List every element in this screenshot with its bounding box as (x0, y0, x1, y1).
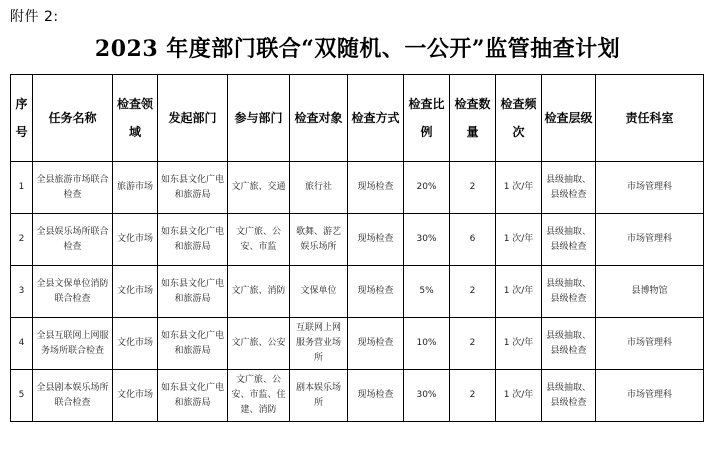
cell-domain: 文化市场 (113, 214, 158, 266)
cell-quantity: 2 (450, 266, 496, 318)
table-row (11, 370, 704, 422)
cell-task-name: 全县文保单位消防联合检查 (33, 266, 113, 318)
cell-task-name: 全县互联网上网服务场所联合检查 (33, 318, 113, 370)
cell-level: 县级抽取、县级检查 (542, 162, 596, 214)
cell-method: 现场检查 (348, 214, 404, 266)
cell-ratio: 30% (404, 214, 450, 266)
cell-ratio: 30% (404, 370, 450, 422)
header-task-name: 任务名称 (33, 75, 113, 162)
cell-participants: 文广旅、公安、市监 (228, 214, 290, 266)
header-target: 检查对象 (290, 75, 348, 162)
attachment-label: 附件 2: (10, 9, 59, 25)
cell-ratio: 10% (404, 318, 450, 370)
cell-frequency: 1 次/年 (496, 162, 542, 214)
table-row (11, 214, 704, 266)
cell-quantity: 2 (450, 162, 496, 214)
cell-level: 县级抽取、县级检查 (542, 318, 596, 370)
cell-frequency: 1 次/年 (496, 318, 542, 370)
cell-initiator: 如东县文化广电和旅游局 (158, 214, 228, 266)
header-domain: 检查领域 (113, 75, 158, 162)
header-level: 检查层级 (542, 75, 596, 162)
cell-quantity: 6 (450, 214, 496, 266)
cell-domain: 文化市场 (113, 266, 158, 318)
cell-responsible-dept: 市场管理科 (596, 214, 704, 266)
cell-method: 现场检查 (348, 370, 404, 422)
table-row (11, 162, 704, 214)
cell-method: 现场检查 (348, 318, 404, 370)
cell-index: 5 (11, 370, 33, 422)
cell-target: 旅行社 (290, 162, 348, 214)
cell-index: 2 (11, 214, 33, 266)
cell-responsible-dept: 市场管理科 (596, 370, 704, 422)
header-method: 检查方式 (348, 75, 404, 162)
table-header-row (11, 75, 704, 162)
inspection-plan-table (10, 74, 704, 422)
cell-initiator: 如东县文化广电和旅游局 (158, 162, 228, 214)
cell-method: 现场检查 (348, 266, 404, 318)
cell-participants: 文广旅、消防 (228, 266, 290, 318)
cell-index: 3 (11, 266, 33, 318)
cell-method: 现场检查 (348, 162, 404, 214)
cell-level: 县级抽取、县级检查 (542, 370, 596, 422)
cell-quantity: 2 (450, 318, 496, 370)
header-ratio: 检查比例 (404, 75, 450, 162)
cell-target: 互联网上网服务营业场所 (290, 318, 348, 370)
cell-target: 歌舞、游艺娱乐场所 (290, 214, 348, 266)
cell-frequency: 1 次/年 (496, 266, 542, 318)
cell-participants: 文广旅、公安、市监、住建、消防 (228, 370, 290, 422)
cell-initiator: 如东县文化广电和旅游局 (158, 266, 228, 318)
header-responsible-dept: 责任科室 (596, 75, 704, 162)
header-index: 序号 (11, 75, 33, 162)
cell-initiator: 如东县文化广电和旅游局 (158, 318, 228, 370)
cell-responsible-dept: 县博物馆 (596, 266, 704, 318)
cell-frequency: 1 次/年 (496, 214, 542, 266)
header-quantity: 检查数量 (450, 75, 496, 162)
cell-task-name: 全县旅游市场联合检查 (33, 162, 113, 214)
header-frequency: 检查频次 (496, 75, 542, 162)
cell-index: 1 (11, 162, 33, 214)
table-row (11, 266, 704, 318)
cell-initiator: 如东县文化广电和旅游局 (158, 370, 228, 422)
cell-level: 县级抽取、县级检查 (542, 266, 596, 318)
cell-task-name: 全县剧本娱乐场所联合检查 (33, 370, 113, 422)
cell-index: 4 (11, 318, 33, 370)
cell-participants: 文广旅、交通 (228, 162, 290, 214)
cell-quantity: 2 (450, 370, 496, 422)
cell-participants: 文广旅、公安 (228, 318, 290, 370)
header-initiator: 发起部门 (158, 75, 228, 162)
cell-domain: 文化市场 (113, 370, 158, 422)
cell-frequency: 1 次/年 (496, 370, 542, 422)
cell-level: 县级抽取、县级检查 (542, 214, 596, 266)
cell-domain: 旅游市场 (113, 162, 158, 214)
cell-ratio: 20% (404, 162, 450, 214)
cell-domain: 文化市场 (113, 318, 158, 370)
page-title: 2023 年度部门联合“双随机、一公开”监管抽查计划 (94, 36, 621, 62)
cell-task-name: 全县娱乐场所联合检查 (33, 214, 113, 266)
cell-responsible-dept: 市场管理科 (596, 162, 704, 214)
cell-ratio: 5% (404, 266, 450, 318)
table-row (11, 318, 704, 370)
cell-target: 文保单位 (290, 266, 348, 318)
header-participants: 参与部门 (228, 75, 290, 162)
cell-responsible-dept: 市场管理科 (596, 318, 704, 370)
cell-target: 剧本娱乐场所 (290, 370, 348, 422)
